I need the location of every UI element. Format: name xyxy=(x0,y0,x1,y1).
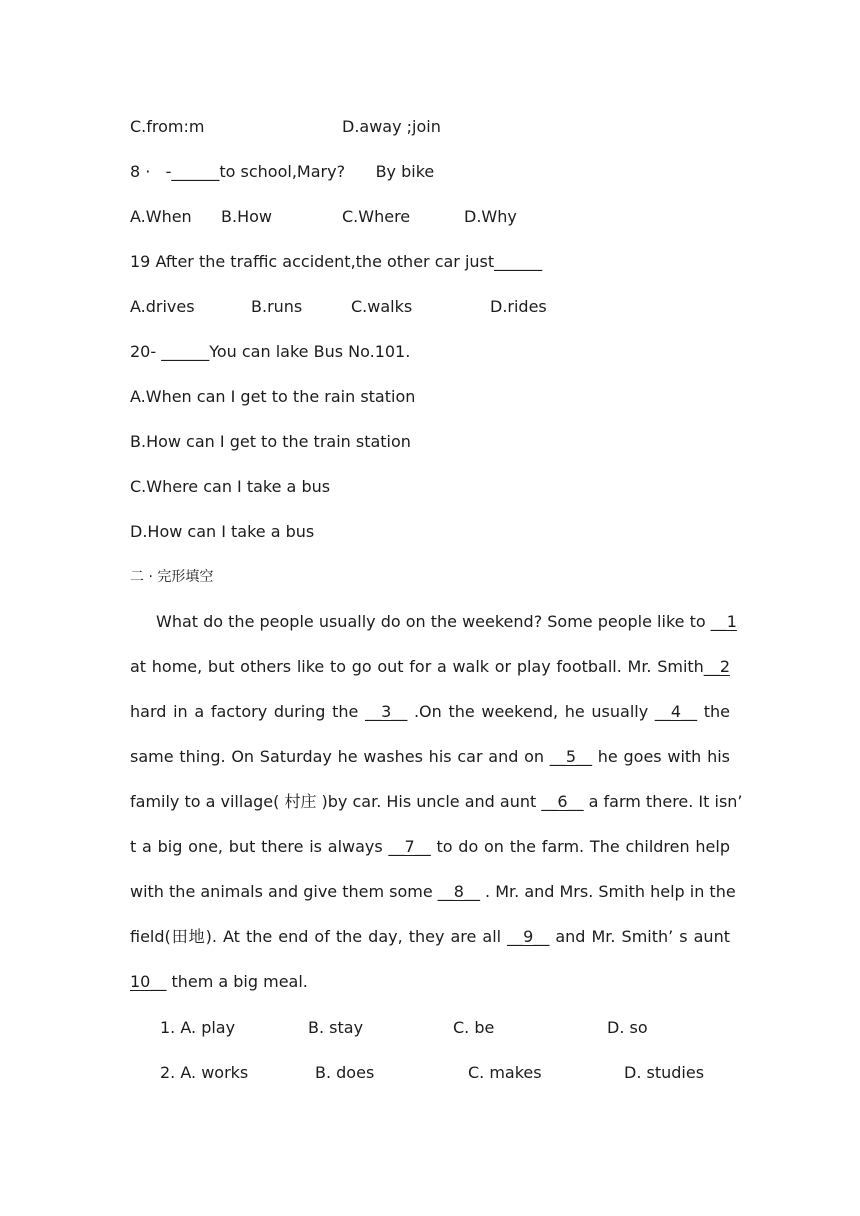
q19-option-a: A.drives xyxy=(130,297,195,316)
passage-line-4 xyxy=(130,745,730,769)
passage-text: a farm there. It isn’ xyxy=(583,792,743,811)
cloze-1-option-b: B. stay xyxy=(308,1018,364,1037)
passage-text: family to a village( 村庄 )by car. His uncle and aunt xyxy=(130,792,542,811)
q20-stem: 20- ______You can lake Bus No.101. xyxy=(130,342,411,361)
q19-option-c: C.walks xyxy=(351,297,413,316)
blank-7: __7__ xyxy=(388,837,431,856)
blank-1: __1 xyxy=(710,612,737,631)
passage-text: the xyxy=(697,702,730,721)
q8-option-b: B.How xyxy=(221,207,272,226)
blank-9: __9__ xyxy=(507,927,550,946)
cloze-options-row-2 xyxy=(160,1061,705,1085)
passage-line-7 xyxy=(130,880,736,904)
blank-4: __4__ xyxy=(654,702,698,721)
blank-2: __2 xyxy=(703,657,730,676)
q7-option-d: D.away ;join xyxy=(342,117,441,136)
passage-text: field(田地). At the end of the day, they are all xyxy=(130,927,508,946)
q19-option-b: B.runs xyxy=(251,297,303,316)
blank-8: __8__ xyxy=(437,882,480,901)
blank-10: 10__ xyxy=(130,972,167,991)
blank-6: __6__ xyxy=(541,792,584,811)
passage-line-6 xyxy=(130,835,730,859)
blank-5: __5__ xyxy=(549,747,593,766)
cloze-2-option-d: D. studies xyxy=(624,1063,705,1082)
passage-text: and Mr. Smith’ s aunt xyxy=(549,927,730,946)
passage-text: to do on the farm. The children help xyxy=(430,837,730,856)
cloze-1-option-d: D. so xyxy=(607,1018,648,1037)
passage-text: he goes with his xyxy=(592,747,730,766)
q8-option-c: C.Where xyxy=(342,207,411,226)
section-title: 二 · 完形填空 xyxy=(130,569,214,585)
q7-option-c: C.from:m xyxy=(130,117,205,136)
passage-text: same thing. On Saturday he washes his car and on xyxy=(130,747,550,766)
blank-3: __3__ xyxy=(365,702,408,721)
q8-option-a: A.When xyxy=(130,207,192,226)
q8-stem: 8 · -______to school,Mary? By bike xyxy=(130,162,435,181)
q20-option-c: C.Where can I take a bus xyxy=(130,477,331,496)
passage-text: with the animals and give them some xyxy=(130,882,438,901)
passage-text: them a big meal. xyxy=(166,972,308,991)
q20-option-b: B.How can I get to the train station xyxy=(130,432,411,451)
q7-options-row xyxy=(130,115,441,139)
cloze-1-option-a: 1. A. play xyxy=(160,1018,236,1037)
cloze-2-option-c: C. makes xyxy=(468,1063,542,1082)
passage-text: t a big one, but there is always xyxy=(130,837,389,856)
passage-line-2 xyxy=(130,655,730,679)
passage-line-1 xyxy=(156,610,737,634)
passage-line-8 xyxy=(130,925,730,949)
q20-option-a: A.When can I get to the rain station xyxy=(130,387,416,406)
passage-text: .On the weekend, he usually xyxy=(407,702,655,721)
q8-options-row xyxy=(130,205,517,229)
q19-option-d: D.rides xyxy=(490,297,547,316)
q19-stem: 19 After the traffic accident,the other car just______ xyxy=(130,252,543,271)
passage-text: What do the people usually do on the weekend? Some people like to xyxy=(156,612,711,631)
passage-line-3 xyxy=(130,700,730,724)
passage-line-9 xyxy=(130,970,730,994)
cloze-options-row-1 xyxy=(160,1016,648,1040)
passage-text: at home, but others like to go out for a walk or play football. Mr. Smith xyxy=(130,657,704,676)
q19-options-row xyxy=(130,295,547,319)
q20-option-d: D.How can I take a bus xyxy=(130,522,315,541)
passage-line-5 xyxy=(130,790,743,814)
passage-text: hard in a factory during the xyxy=(130,702,366,721)
cloze-1-option-c: C. be xyxy=(453,1018,495,1037)
q8-option-d: D.Why xyxy=(464,207,517,226)
cloze-2-option-a: 2. A. works xyxy=(160,1063,249,1082)
passage-text: . Mr. and Mrs. Smith help in the xyxy=(479,882,736,901)
cloze-2-option-b: B. does xyxy=(315,1063,375,1082)
